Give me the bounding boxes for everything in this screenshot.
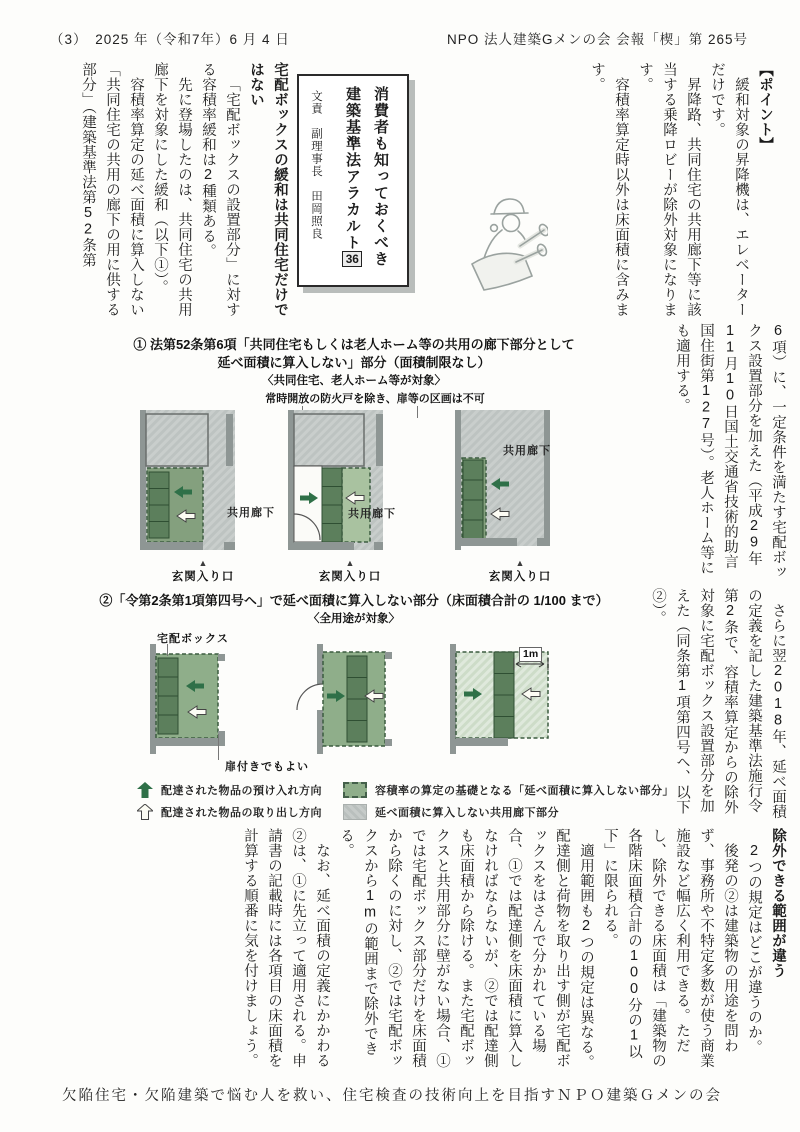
legend-label: 容積率の算定の基礎となる「延べ面積に算入しない部分」 (375, 785, 674, 797)
corridor-label: 共用廊下 (503, 445, 551, 457)
corridor-label: 共用廊下 (227, 507, 275, 519)
firedoor-note: 常時開放の防火戸を除き、扉等の区画は不可 (265, 393, 485, 405)
legend-label: 配達された物品の預け入れ方向 (161, 785, 322, 797)
floor-plan-2a (150, 644, 245, 759)
floor-plan-2b (295, 644, 398, 759)
entrance-marker (475, 558, 565, 584)
entrance-marker (158, 558, 248, 584)
series-number-badge: 36 (342, 251, 362, 267)
parcel-box-icon (158, 658, 178, 734)
bottom-article (135, 828, 790, 1080)
entrance-triangle-icon: ▲ (345, 558, 355, 568)
figure1-caption: 延べ面積に算入しない」部分（面積制限なし） (217, 355, 491, 370)
page-header (50, 28, 748, 48)
series-title-box (297, 74, 409, 287)
door-swing-arc (297, 684, 323, 710)
entrance-label: 玄関入り口 (318, 571, 382, 583)
header-issue: NPO 法人建築Gメンの会 会報「楔」第 265号 (446, 32, 748, 47)
gray-area-swatch (343, 804, 367, 820)
legend-green-area (343, 782, 674, 798)
figure1-caption: ① 法第52条第6項「共同住宅もしくは老人ホーム等の共用の廊下部分として (133, 337, 575, 352)
legend-label: 配達された物品の取り出し方向 (161, 807, 322, 819)
point-heading: 【ポイント】 (757, 62, 773, 152)
figure1-subcaption: 〈共同住宅、老人ホーム等が対象〉 (262, 375, 446, 387)
deposit-arrow-icon (137, 782, 153, 798)
header-date: （3） 2025 年（令和7年）6 月 4 日 (50, 32, 290, 47)
floor-plan-1b (288, 410, 383, 563)
series-title-line2: 建築基準法アラカルト36 (344, 86, 361, 265)
point-summary (565, 62, 777, 320)
legend-pickup (137, 804, 322, 820)
label-leader-line (218, 734, 219, 760)
page-footer: 欠陥住宅・欠陥建築で悩む人を救い、住宅検査の技術向上を目指すＮＰＯ建築Ｇメンの会 (62, 1088, 722, 1104)
side-paragraph: 6項）に、一定条件を満たす宅配ボックス設置部分を加えた（平成29年11月10日国土交通省技術的助言国住街第127号）。老人ホーム等にも適用する。 (674, 323, 786, 580)
lead-heading: 宅配ボックスの緩和は共同住宅だけではない (248, 62, 288, 317)
entrance-label: 玄関入り口 (171, 571, 235, 583)
lead-paragraph: 先に登場したのは、共同住宅の共用廊下を対象にした緩和（以下①）。 (152, 62, 192, 317)
series-title-line1: 消費者も知っておくべき (372, 86, 389, 268)
legend-label: 延べ面積に算入しない共用廊下部分 (375, 807, 559, 819)
parcel-box-icon (149, 472, 169, 538)
entrance-label: 玄関入り口 (488, 571, 552, 583)
bottom-paragraph: 適用範囲も2つの規定は異なる。配達側と荷物を取り出す側が宅配ボックスをはさんで分かれている場合、①では配達側を床面積に算入しなければならないが、②では配達側も床面積から除ける。また宅配ボックスと共用部分に壁がない場合、①では宅配ボックス部分だけを床面積から除くのに対し、②では宅配ボックスから1mの範囲まで除外できる。 (338, 828, 594, 1069)
legend-gray-area (343, 804, 559, 820)
note-leader-line (417, 406, 418, 418)
entrance-triangle-icon: ▲ (515, 558, 525, 568)
lead-paragraph: 容積率算定の延べ面積に算入しない「共同住宅の共用の廊下の用に供する部分」（建築基準法第52条第 (80, 62, 144, 317)
label-leader-line (167, 644, 168, 656)
floor-plan-1a (140, 410, 235, 563)
entrance-triangle-icon: ▲ (198, 558, 208, 568)
parcel-box-icon (347, 656, 367, 742)
corridor-label: 共用廊下 (348, 508, 396, 520)
parcel-box-label: 宅配ボックス (157, 633, 229, 645)
side-paragraph: さらに翌2018年、延べ面積の定義を記した建築基準法施行令第2条で、容積率算定からの除外対象に宅配ボックス設置部分を加えた（同条第1項第四号ヘ、以下②）。 (650, 588, 786, 819)
entrance-marker (305, 558, 395, 584)
bottom-heading: 除外できる範囲が違う (770, 828, 786, 978)
floor-plan-1c (455, 410, 550, 563)
lead-paragraph: 「宅配ボックスの設置部分」に対する容積率緩和は2種類ある。 (200, 62, 240, 317)
one-meter-label: 1m (519, 647, 542, 662)
series-title-inner (299, 76, 401, 285)
point-paragraph: 昇降路、共同住宅の共用廊下等に該当する乗降ロビーが除外対象になります。 (637, 62, 701, 317)
bottom-paragraph: なお、延べ面積の定義にかかわる②は、①に先立って適用される。申請書の記載時には各項目の床面積を計算する順番に気を付けましょう。 (242, 828, 330, 1068)
parcel-box-icon (494, 652, 514, 738)
green-area-swatch (343, 782, 367, 798)
parcel-box-icon (463, 460, 483, 540)
author-credit: 文責 副理事長 田岡照良 (310, 90, 322, 240)
engineer-illustration-icon (458, 192, 548, 301)
lead-article (62, 62, 292, 320)
door-optional-note: 扉付きでもよい (225, 761, 309, 773)
side-article-part1 (614, 323, 790, 583)
parcel-box-icon (322, 468, 342, 542)
bottom-paragraph: 後発の②は建築物の用途を問わず、事務所や不特定多数が使う商業施設など幅広く利用できる。ただし、除外できる床面積は「建築物の各階床面積合計の100分の1以下」に限られる。 (602, 828, 738, 1068)
point-paragraph: 容積率算定時以外は床面積に含みます。 (589, 62, 629, 317)
figure-area (95, 332, 674, 824)
legend-deposit (137, 782, 322, 798)
figure2-subcaption: 〈全用途が対象〉 (308, 613, 400, 625)
bottom-paragraph: 2つの規定はどこが違うのか。 (746, 842, 762, 1054)
figure2-caption: ②「令第2条第1項第四号ヘ」で延べ面積に算入しない部分（床面積合計の 1/100 まで） (99, 593, 609, 608)
point-paragraph: 緩和対象の昇降機は、エレベーターだけです。 (709, 62, 749, 317)
pickup-arrow-icon (137, 804, 153, 820)
